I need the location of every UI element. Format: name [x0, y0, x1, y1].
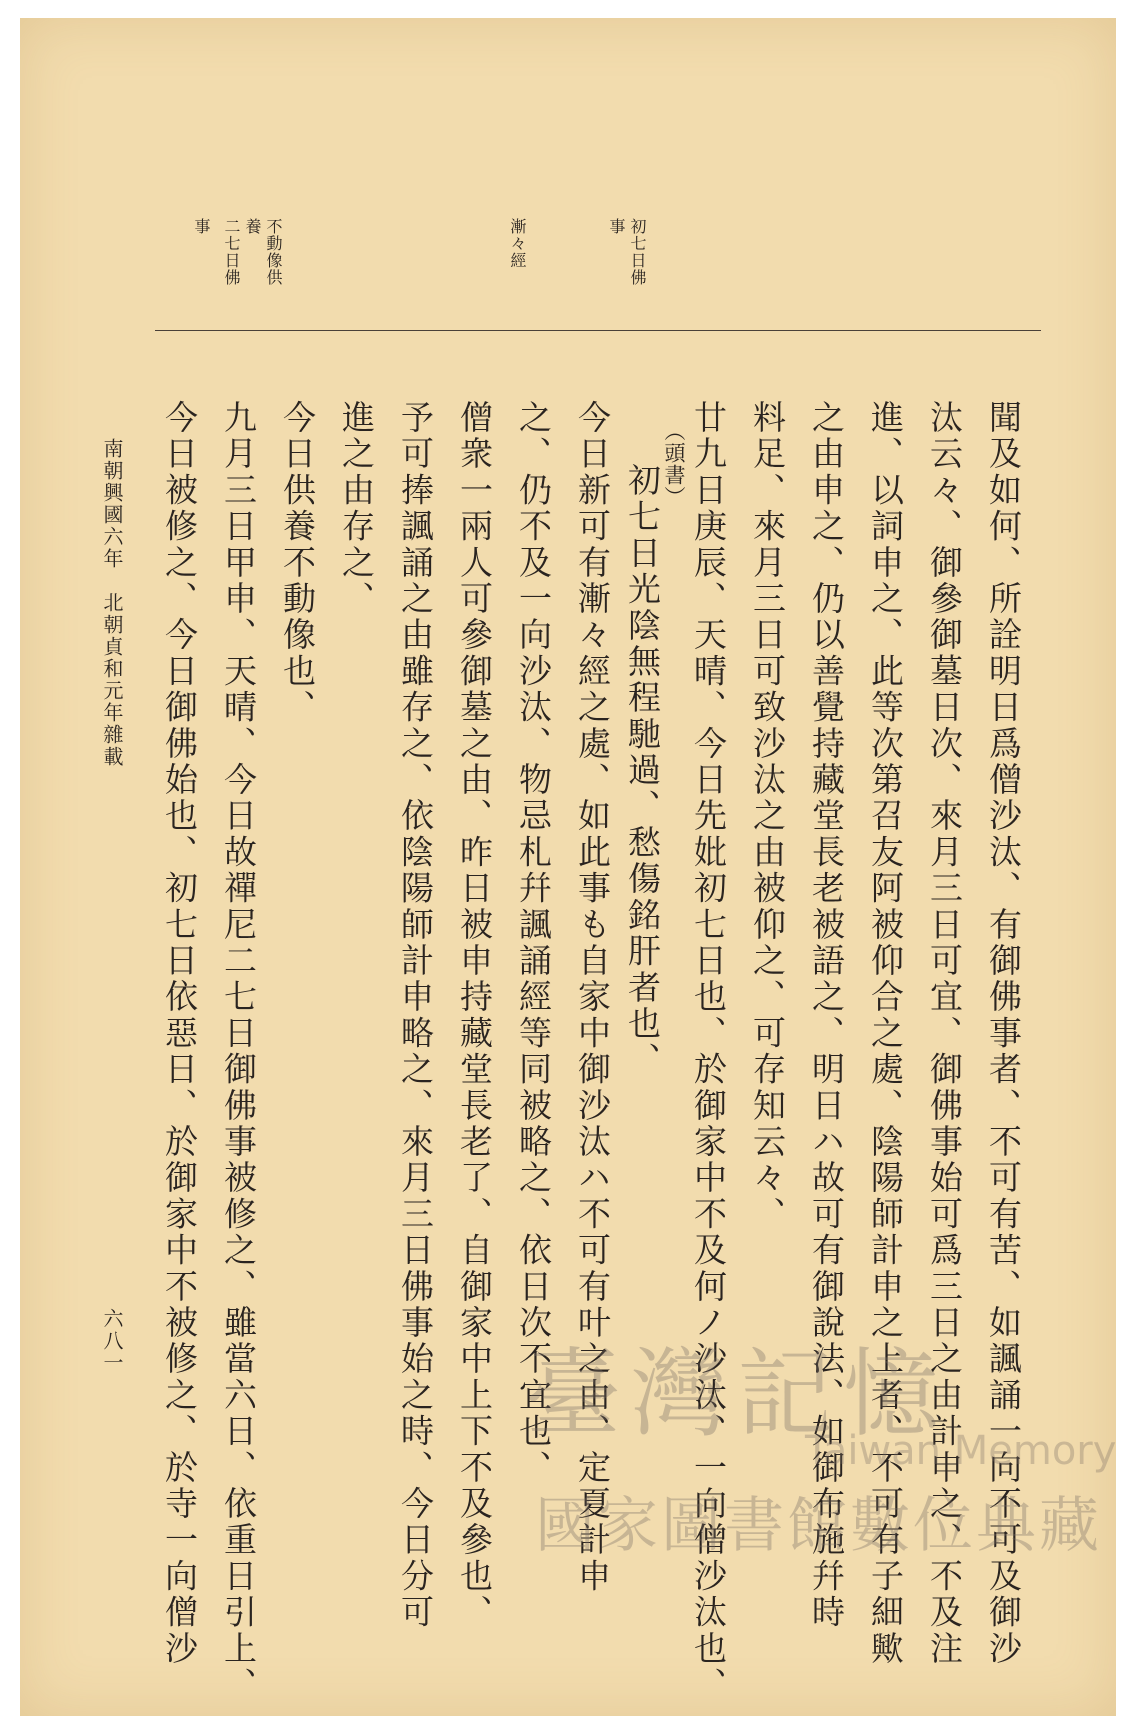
text-line-14: 九月三日甲申、天晴、今日故禪尼二七日御佛事被修之、雖當六日、依重日引上、 — [219, 400, 258, 1704]
text-line-12: 進之由存之、 — [337, 400, 376, 618]
headnote-3-line1: 不動像供 — [264, 218, 283, 286]
header-rule — [155, 330, 1041, 331]
headnote-marker: （頭書） — [662, 420, 686, 508]
text-line-1: 聞及如何、所詮明日爲僧沙汰、有御佛事者、不可有苦、如諷誦一向不可及御沙 — [984, 400, 1023, 1667]
text-line-4: 之由申之、仍以善覺持藏堂長老被語之、明日ハ故可有御說法、如御布施幷時 — [807, 400, 846, 1631]
watermark-english: Taiwan Memory — [805, 1428, 1117, 1474]
headnote-3-line3: 二七日佛 — [222, 218, 241, 286]
document-page — [20, 18, 1116, 1716]
page-number: 六八一 — [100, 1308, 124, 1374]
headnote-3-line2: 養 — [243, 218, 262, 235]
watermark-library: 國家圖書館數位典藏 — [535, 1491, 1102, 1561]
text-line-11: 予可捧諷誦之由雖存之、依陰陽師計申略之、來月三日佛事始之時、今日分可 — [396, 400, 435, 1631]
text-line-7: 初七日光陰無程馳過、愁傷銘肝者也、 — [623, 463, 662, 1079]
text-line-15: 今日被修之、今日御佛始也、初七日依惡日、於御家中不被修之、於寺一向僧沙 — [160, 400, 199, 1667]
text-line-6: 廿九日庚辰、天晴、今日先妣初七日也、於御家中不及何ノ沙汰、一向僧沙汰也、 — [689, 400, 728, 1704]
text-line-13: 今日供養不動像也、 — [278, 400, 317, 726]
headnote-1-line1: 初七日佛 — [628, 218, 647, 286]
text-line-8: 今日新可有漸々經之處、如此事も自家中御沙汰ハ不可有叶之由、定夏計申 — [573, 400, 612, 1595]
text-line-3: 進、以詞申之、此等次第召友阿被仰合之處、陰陽師計申之上者、不可有子細歟 — [866, 400, 905, 1667]
watermark-logo: 臺灣記憶 — [525, 1338, 949, 1450]
text-line-5: 料足、來月三日可致沙汰之由被仰之、可存知云々、 — [748, 400, 787, 1233]
text-line-2: 汰云々、御參御墓日次、來月三日可宜、御佛事始可爲三日之由計申之、不及注 — [925, 400, 964, 1667]
text-line-10: 僧衆一兩人可參御墓之由、昨日被申持藏堂長老了、自御家中上下不及參也、 — [455, 400, 494, 1631]
text-line-9: 之、仍不及一向沙汰、物忌札幷諷誦經等同被略之、依日次不宜也、 — [514, 400, 553, 1486]
headnote-2: 漸々經 — [508, 218, 527, 269]
headnote-1-line2: 事 — [607, 218, 626, 235]
footer-era-title: 南朝興國六年 北朝貞和元年雜載 — [100, 438, 124, 768]
headnote-3-line4: 事 — [192, 218, 211, 235]
